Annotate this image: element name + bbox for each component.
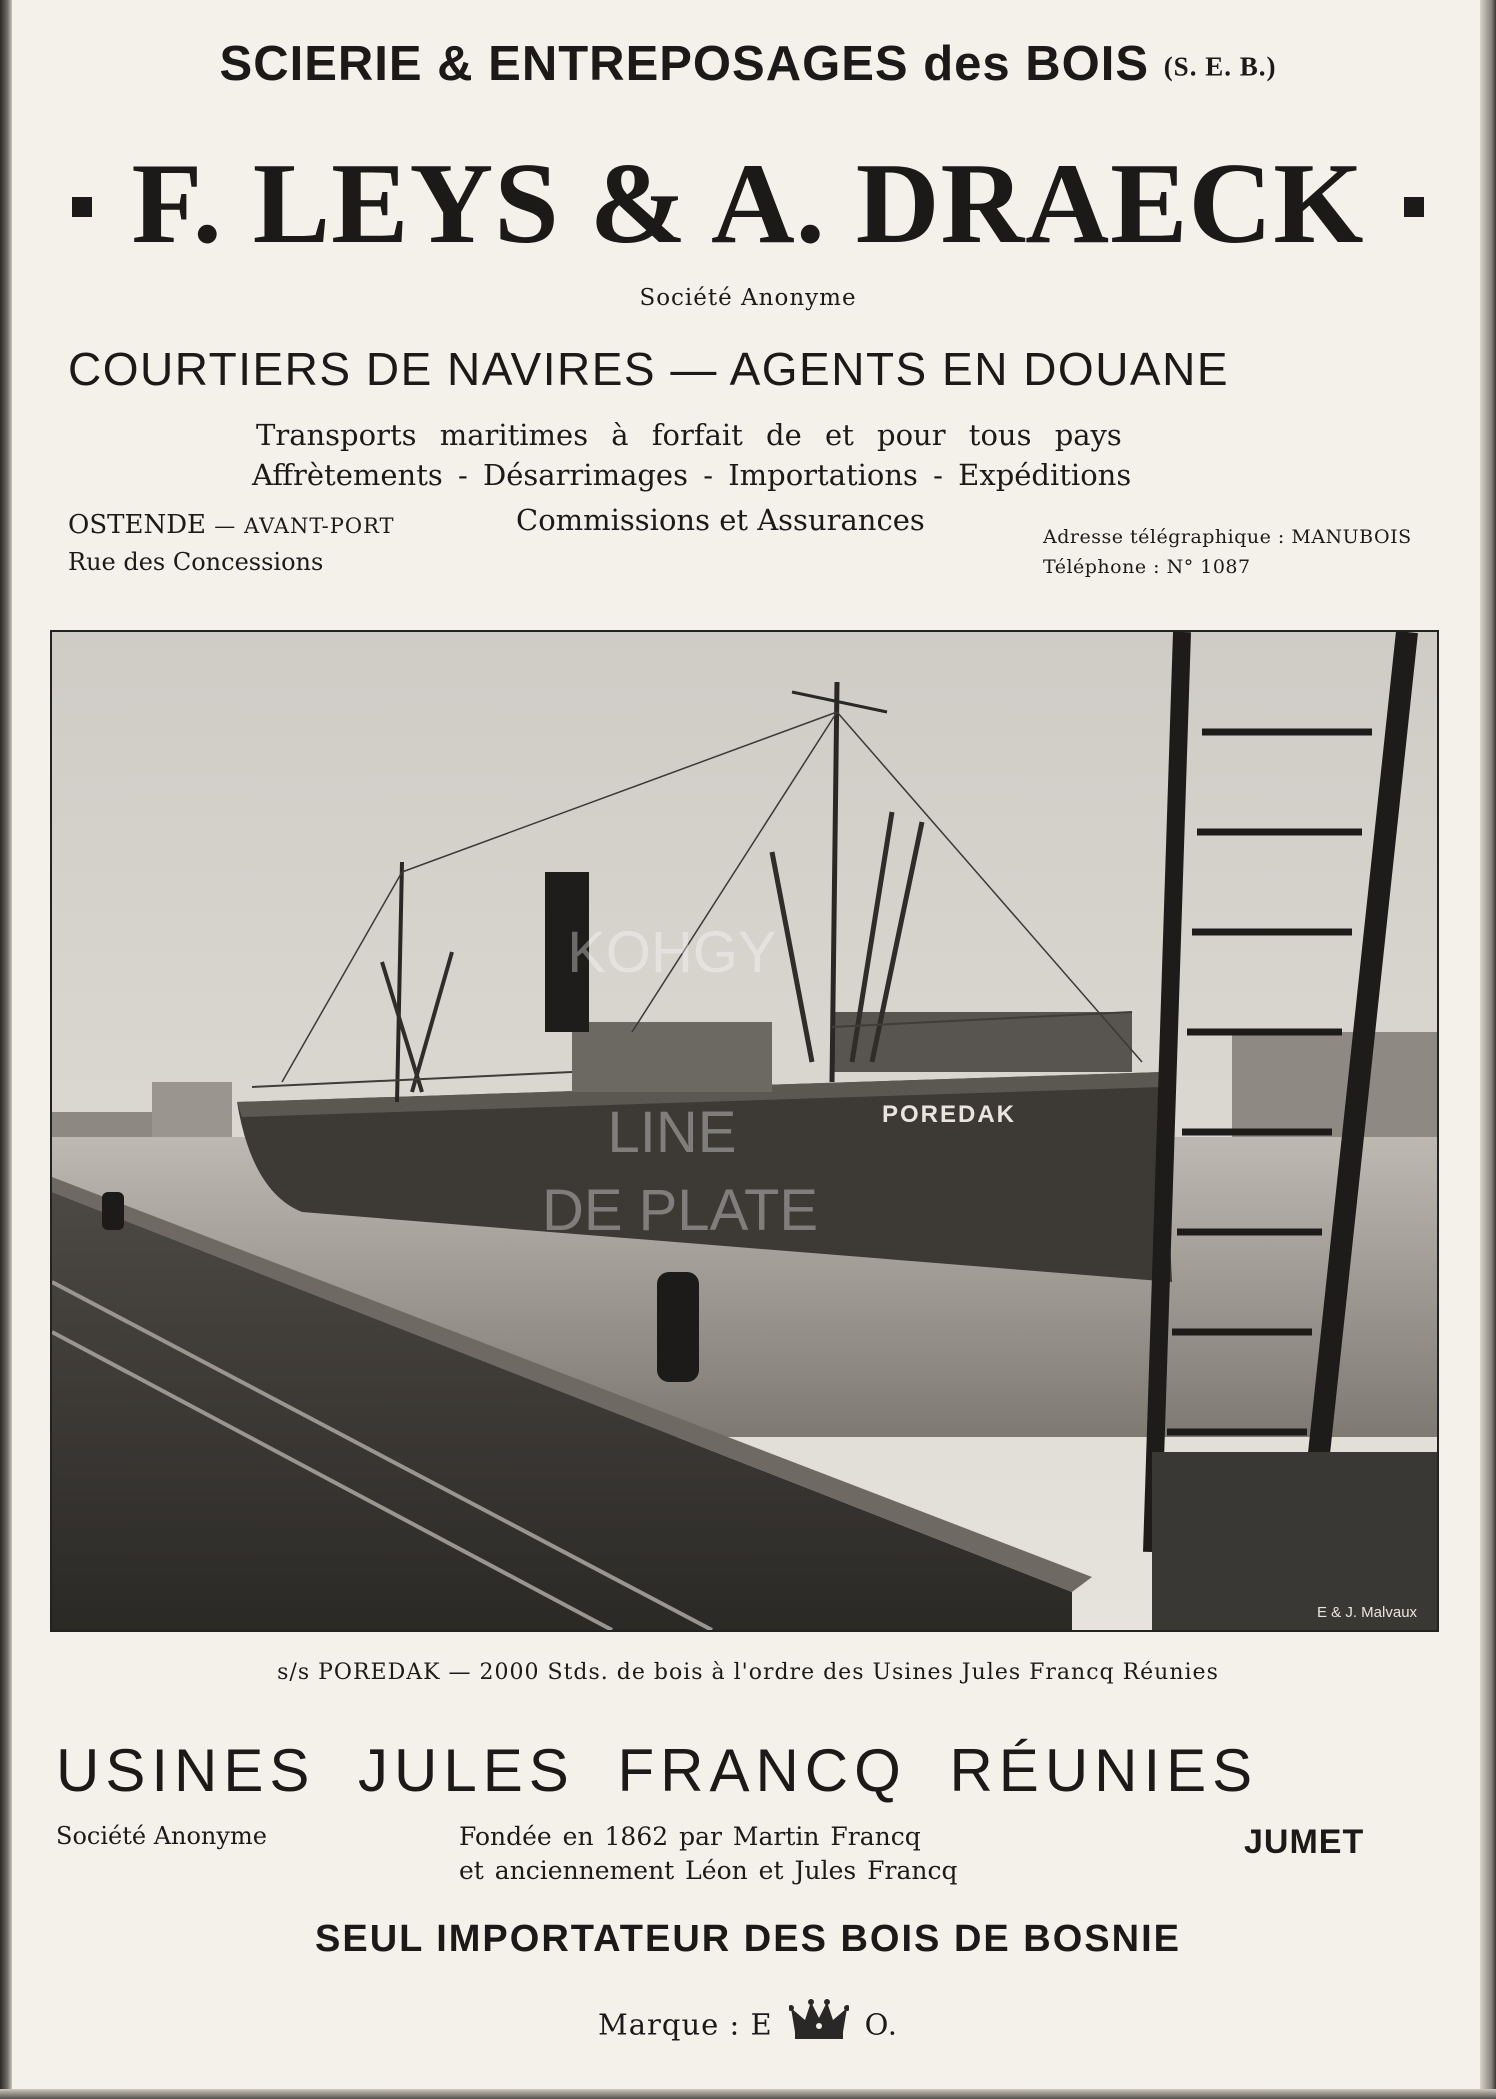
service-line-3: Commissions et Assurances: [516, 503, 925, 537]
footer-slogan: SEUL IMPORTATEUR DES BOIS DE BOSNIE: [315, 1918, 1181, 1960]
header-title: SCIERIE & ENTREPOSAGES des BOIS: [219, 37, 1150, 91]
ship-name-label: POREDAK: [882, 1101, 1017, 1128]
trademark-label: Marque : E: [598, 2007, 773, 2042]
photographer-credit: E & J. Malvaux: [1317, 1604, 1418, 1621]
founded-line-1: Fondée en 1862 par Martin Francq: [459, 1822, 921, 1851]
company-name: F. LEYS & A. DRAECK: [131, 140, 1365, 268]
footer-company-type: Société Anonyme: [56, 1822, 267, 1850]
founded-line-2: et anciennement Léon et Jules Francq: [459, 1856, 958, 1885]
header-abbreviation: (S. E. B.): [1163, 51, 1277, 82]
trademark-suffix: O.: [864, 2007, 898, 2042]
ship-photograph: [50, 630, 1439, 1632]
service-line-2: Affrètements - Désarrimages - Importations - Expéditions: [252, 458, 1132, 492]
footer-company-name: USINES JULES FRANCQ RÉUNIES: [56, 1737, 1259, 1804]
company-type: Société Anonyme: [639, 285, 857, 311]
address-area: — AVANT-PORT: [214, 514, 395, 538]
telephone-number: Téléphone : N° 1087: [1043, 556, 1251, 578]
header-line1: [0, 36, 1496, 92]
crown-icon: [789, 1998, 849, 2047]
footer-city: JUMET: [1244, 1823, 1365, 1861]
address-city-line: [68, 510, 395, 540]
watermark-middle: LINE: [607, 1100, 737, 1165]
watermark-top: KOHGY: [567, 920, 777, 985]
bullet-square-icon: [1404, 197, 1424, 217]
page-edge-left: [0, 0, 12, 2099]
address-street: Rue des Concessions: [68, 548, 324, 576]
telegraph-address: Adresse télégraphique : MANUBOIS: [1043, 526, 1412, 548]
photo-caption: s/s POREDAK — 2000 Stds. de bois à l'ordre des Usines Jules Francq Réunies: [277, 1660, 1219, 1685]
watermark-bottom: DE PLATE: [541, 1178, 819, 1243]
trademark-line: [0, 2002, 1496, 2051]
service-line-1: Transports maritimes à forfait de et pour tous pays: [256, 418, 1122, 452]
bullet-square-icon: [72, 197, 92, 217]
company-name-line: [0, 138, 1496, 271]
page-edge-right: [1480, 0, 1496, 2099]
address-city: OSTENDE: [68, 510, 207, 540]
page-edge-bottom: [0, 2089, 1496, 2099]
ship-photo-illustration: [52, 632, 1437, 1630]
activity-heading: COURTIERS DE NAVIRES — AGENTS EN DOUANE: [68, 343, 1229, 395]
